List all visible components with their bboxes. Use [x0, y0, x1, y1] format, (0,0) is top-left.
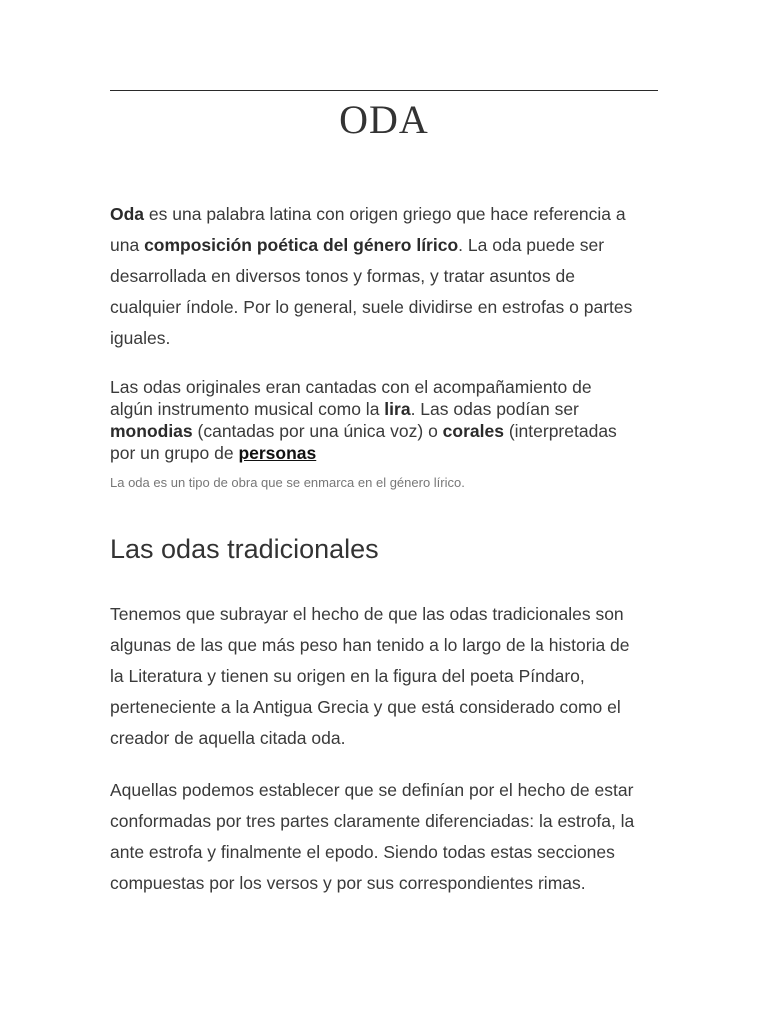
intro-text-2: . La oda puede ser desarrollada en diversos tonos y formas, y tratar asuntos de cualquier índole. Por lo general, suele dividirse en estrofas o partes iguales.	[110, 235, 633, 348]
personas-link[interactable]: personas	[238, 443, 317, 463]
second-text-2: . Las odas podían ser	[410, 399, 579, 419]
term-corales: corales	[442, 421, 504, 441]
second-text-1: Las odas originales eran cantadas con el acompañamiento de algún instrumento musical como la	[110, 377, 592, 419]
partes-paragraph: Aquellas podemos establecer que se definían por el hecho de estar conformadas por tres partes claramente diferenciadas: la estrofa, la ante estrofa y finalmente el epodo. Siendo todas estas secciones compuestas por los versos y por sus correspondientes rimas.	[110, 780, 635, 893]
intro-text-1: es una palabra latina con origen griego que hace referencia a una	[110, 204, 626, 255]
term-monodias: monodias	[110, 421, 193, 441]
intro-term-oda: Oda	[110, 204, 145, 224]
image-caption: La oda es un tipo de obra que se enmarca en el género lírico.	[110, 475, 465, 490]
section-heading: Las odas tradicionales	[110, 534, 379, 564]
tradicionales-paragraph: Tenemos que subrayar el hecho de que las odas tradicionales son algunas de las que más peso han tenido a lo largo de la historia de la Literatura y tienen su origen en la figura del poeta Píndaro, perteneciente a la Antigua Grecia y que está considerado como el creador de aquella citada oda.	[110, 604, 630, 748]
top-divider	[110, 90, 658, 91]
intro-term-composicion: composición poética del género lírico	[144, 235, 459, 255]
second-text-3: (cantadas por una única voz) o	[192, 421, 443, 441]
second-paragraph	[110, 376, 630, 464]
second-text-4: (interpretadas por un grupo de	[110, 421, 617, 463]
term-lira: lira	[384, 399, 411, 419]
page-title: ODA	[339, 97, 429, 142]
intro-paragraph	[110, 199, 650, 354]
